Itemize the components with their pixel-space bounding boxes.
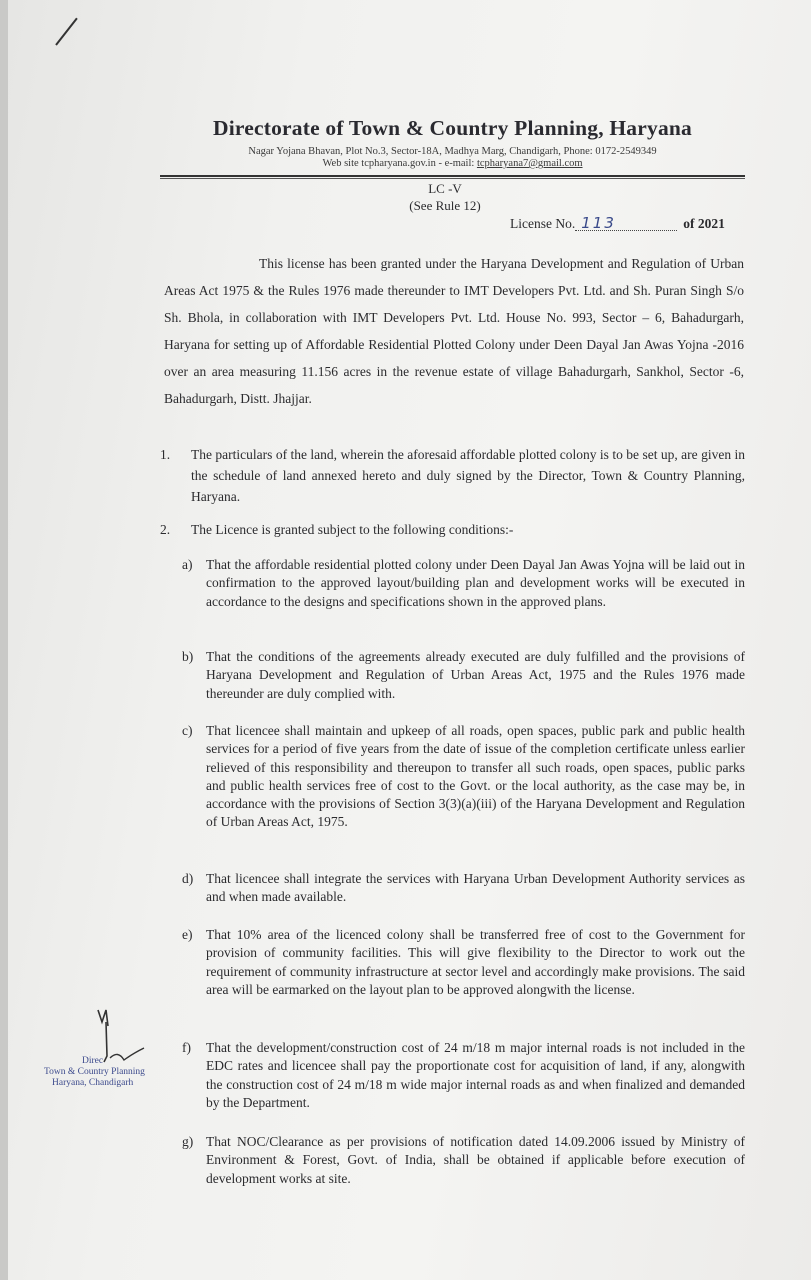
organization-title: Directorate of Town & Country Planning, Haryana (212, 116, 693, 140)
condition-f (182, 1039, 745, 1112)
condition-label: f) (182, 1040, 191, 1055)
condition-d (182, 870, 745, 907)
header-rule-thin (160, 178, 745, 179)
condition-text: That the conditions of the agreements already executed are duly fulfilled and the provisions of Haryana Development and Regulation of Urban Areas Act, 1975 and the Rules 1976 made thereunder are duly complied with. (206, 649, 745, 701)
official-stamp (44, 1056, 164, 1089)
item-number: 2. (160, 522, 171, 537)
condition-text: That the affordable residential plotted colony under Deen Dayal Jan Awas Yojna will be laid out in confirmation to the approved layout/building plan and development works will be executed in accordance to the designs and specifications shown in the approved plans. (206, 557, 745, 609)
condition-text: That licencee shall maintain and upkeep of all roads, open spaces, public park and public health services for a period of five years from the date of issue of the completion certificate unless earlier relieved of this responsibility and thereupon to transfer all such roads, open spaces, public parks and public health services free of cost to the Govt. or the local authority, as the case may be, in accordance with the provisions of Section 3(3)(a)(iii) of the Haryana Development and Regulation of Urban Areas Act, 1975. (206, 723, 745, 830)
form-reference (330, 180, 560, 214)
numbered-item-2 (160, 521, 745, 539)
stamp-line-2: Town & Country Planning (44, 1067, 145, 1077)
organization-contact (160, 158, 745, 170)
numbered-item-1 (160, 444, 745, 507)
condition-text: That 10% area of the licenced colony shall be transferred free of cost to the Government for provision of community facilities. This will give flexibility to the Director to work out the requirement of community infrastructure at sector level and accordingly make provisions. The said area will be earmarked on the layout plan to be approved alongwith the license. (206, 927, 745, 997)
form-rule: (See Rule 12) (409, 198, 481, 213)
condition-c (182, 722, 745, 832)
condition-text: That NOC/Clearance as per provisions of notification dated 14.09.2006 issued by Ministry of Environment & Forest, Govt. of India, shall be obtained if applicable before execution of development works at site. (206, 1134, 745, 1186)
condition-g (182, 1133, 745, 1188)
intro-paragraph (164, 250, 744, 412)
condition-a (182, 556, 745, 611)
condition-b (182, 648, 745, 703)
letterhead (160, 116, 745, 170)
stamp-line-3: Haryana, Chandigarh (52, 1078, 134, 1088)
condition-label: b) (182, 649, 194, 664)
intro-text: This license has been granted under the Haryana Development and Regulation of Urban Areas Act 1975 & the Rules 1976 made thereunder to IMT Developers Pvt. Ltd. and Sh. Puran Singh S/o Sh. Bhola, in collaboration with IMT Developers Pvt. Ltd. House No. 993, Sector – 6, Bahadurgarh, Haryana for setting up of Affordable Residential Plotted Colony under Deen Dayal Jan Awas Yojna -2016 over an area measuring 11.156 acres in the revenue estate of village Bahadurgarh, Sankhol, Sector -6, Bahadurgarh, Distt. Jhajjar. (164, 256, 744, 406)
form-code: LC -V (428, 181, 462, 196)
item-text: The particulars of the land, wherein the aforesaid affordable plotted colony is to be set up, are given in the schedule of land annexed hereto and duly signed by the Director, Town & Country Planning, Haryana. (191, 447, 745, 504)
license-number: 113 (575, 216, 677, 231)
condition-text: That licencee shall integrate the services with Haryana Urban Development Authority services as and when made available. (206, 871, 745, 905)
stamp-line-1: Direc (82, 1056, 104, 1066)
condition-label: g) (182, 1134, 194, 1149)
condition-label: a) (182, 557, 193, 572)
condition-label: c) (182, 723, 193, 738)
item-text: The Licence is granted subject to the following conditions:- (191, 522, 514, 537)
email-link[interactable]: tcpharyana7@gmail.com (476, 158, 583, 169)
license-label: License No. (510, 216, 576, 231)
condition-label: d) (182, 871, 194, 886)
item-number: 1. (160, 447, 171, 462)
license-number-line (510, 216, 725, 232)
condition-text: That the development/construction cost of 24 m/18 m major internal roads is not included in the EDC rates and licencee shall pay the proportionate cost for acquisition of land, if any, alongwith the construction cost of 24 m/18 m wide major internal roads as and when finalized and demanded by the Department. (206, 1040, 745, 1110)
condition-e (182, 926, 745, 999)
organization-address: Nagar Yojana Bhavan, Plot No.3, Sector-18A, Madhya Marg, Chandigarh, Phone: 0172-2549349 (248, 146, 657, 157)
website-text: Web site tcpharyana.gov.in - e-mail: (322, 158, 477, 169)
license-year: of 2021 (683, 216, 725, 231)
header-rule (160, 175, 745, 177)
condition-label: e) (182, 927, 193, 942)
